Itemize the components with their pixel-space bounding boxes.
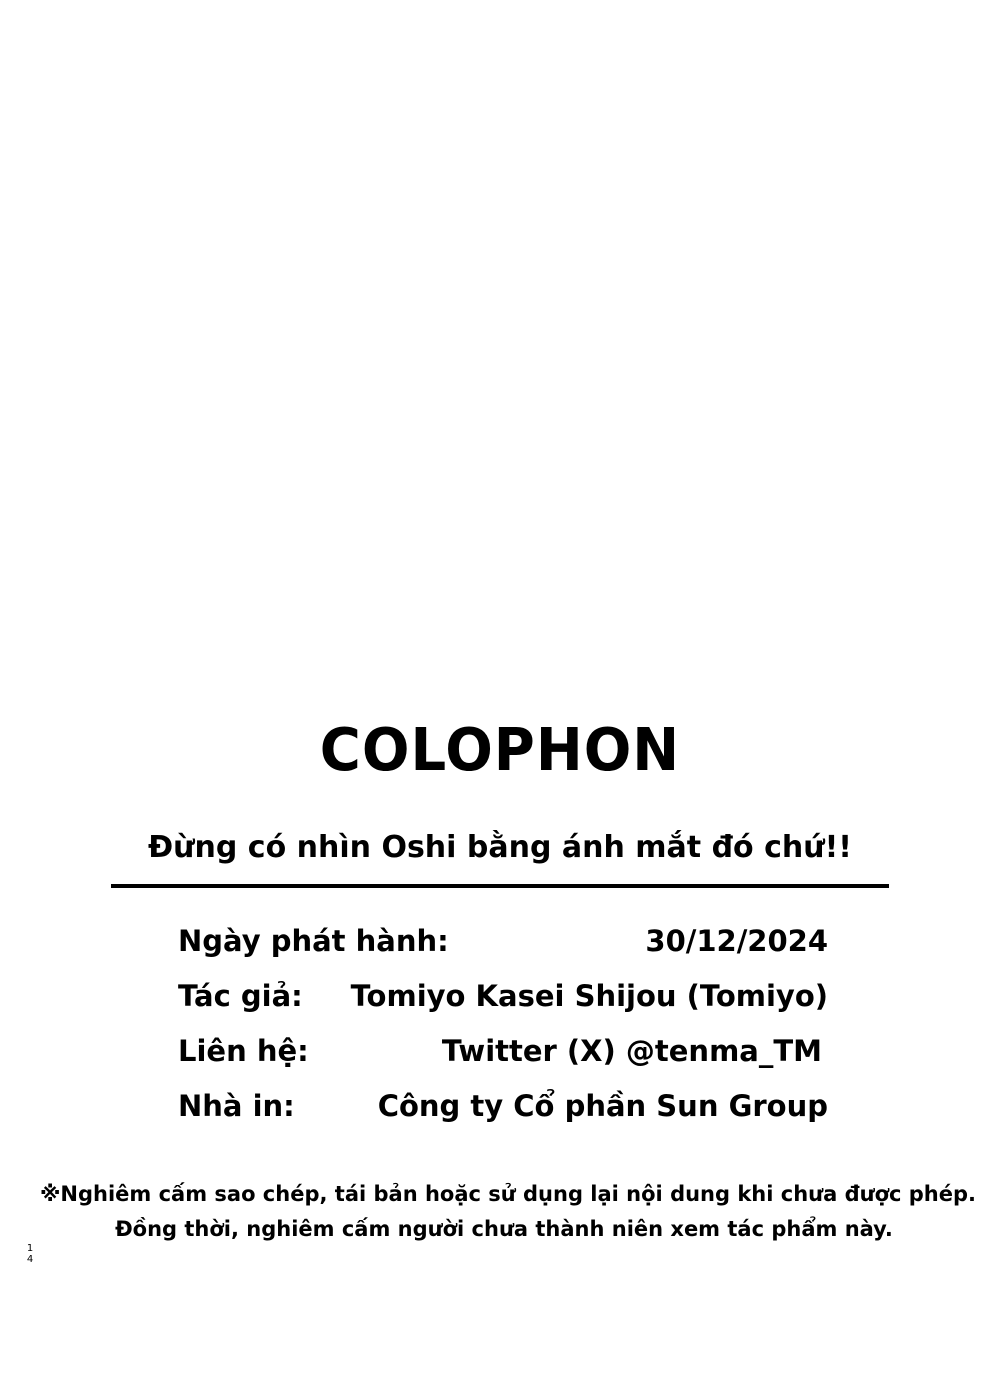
author-value: Tomiyo Kasei Shijou (Tomiyo)	[350, 979, 828, 1013]
age-restriction-notice: Đồng thời, nghiêm cấm người chưa thành niên xem tác phẩm này.	[115, 1217, 893, 1241]
printer-label: Nhà in:	[178, 1089, 295, 1123]
printer-value: Công ty Cổ phần Sun Group	[377, 1089, 828, 1123]
release-date-value: 30/12/2024	[645, 924, 828, 958]
contact-row	[178, 1028, 828, 1074]
colophon-heading: COLOPHON	[319, 716, 681, 785]
book-title: Đừng có nhìn Oshi bằng ánh mắt đó chứ!!	[148, 830, 852, 865]
divider	[111, 884, 889, 888]
page-number: 14	[26, 1243, 34, 1265]
copyright-notice: ※Nghiêm cấm sao chép, tái bản hoặc sử dụng lại nội dung khi chưa được phép.	[39, 1182, 977, 1206]
release-date-label: Ngày phát hành:	[178, 924, 449, 958]
contact-value: Twitter (X) @tenma_TM	[441, 1034, 822, 1068]
printer-row	[178, 1083, 828, 1129]
release-date-row	[178, 918, 828, 964]
author-label: Tác giả:	[178, 979, 303, 1013]
author-row	[178, 973, 828, 1019]
contact-label: Liên hệ:	[178, 1034, 309, 1068]
